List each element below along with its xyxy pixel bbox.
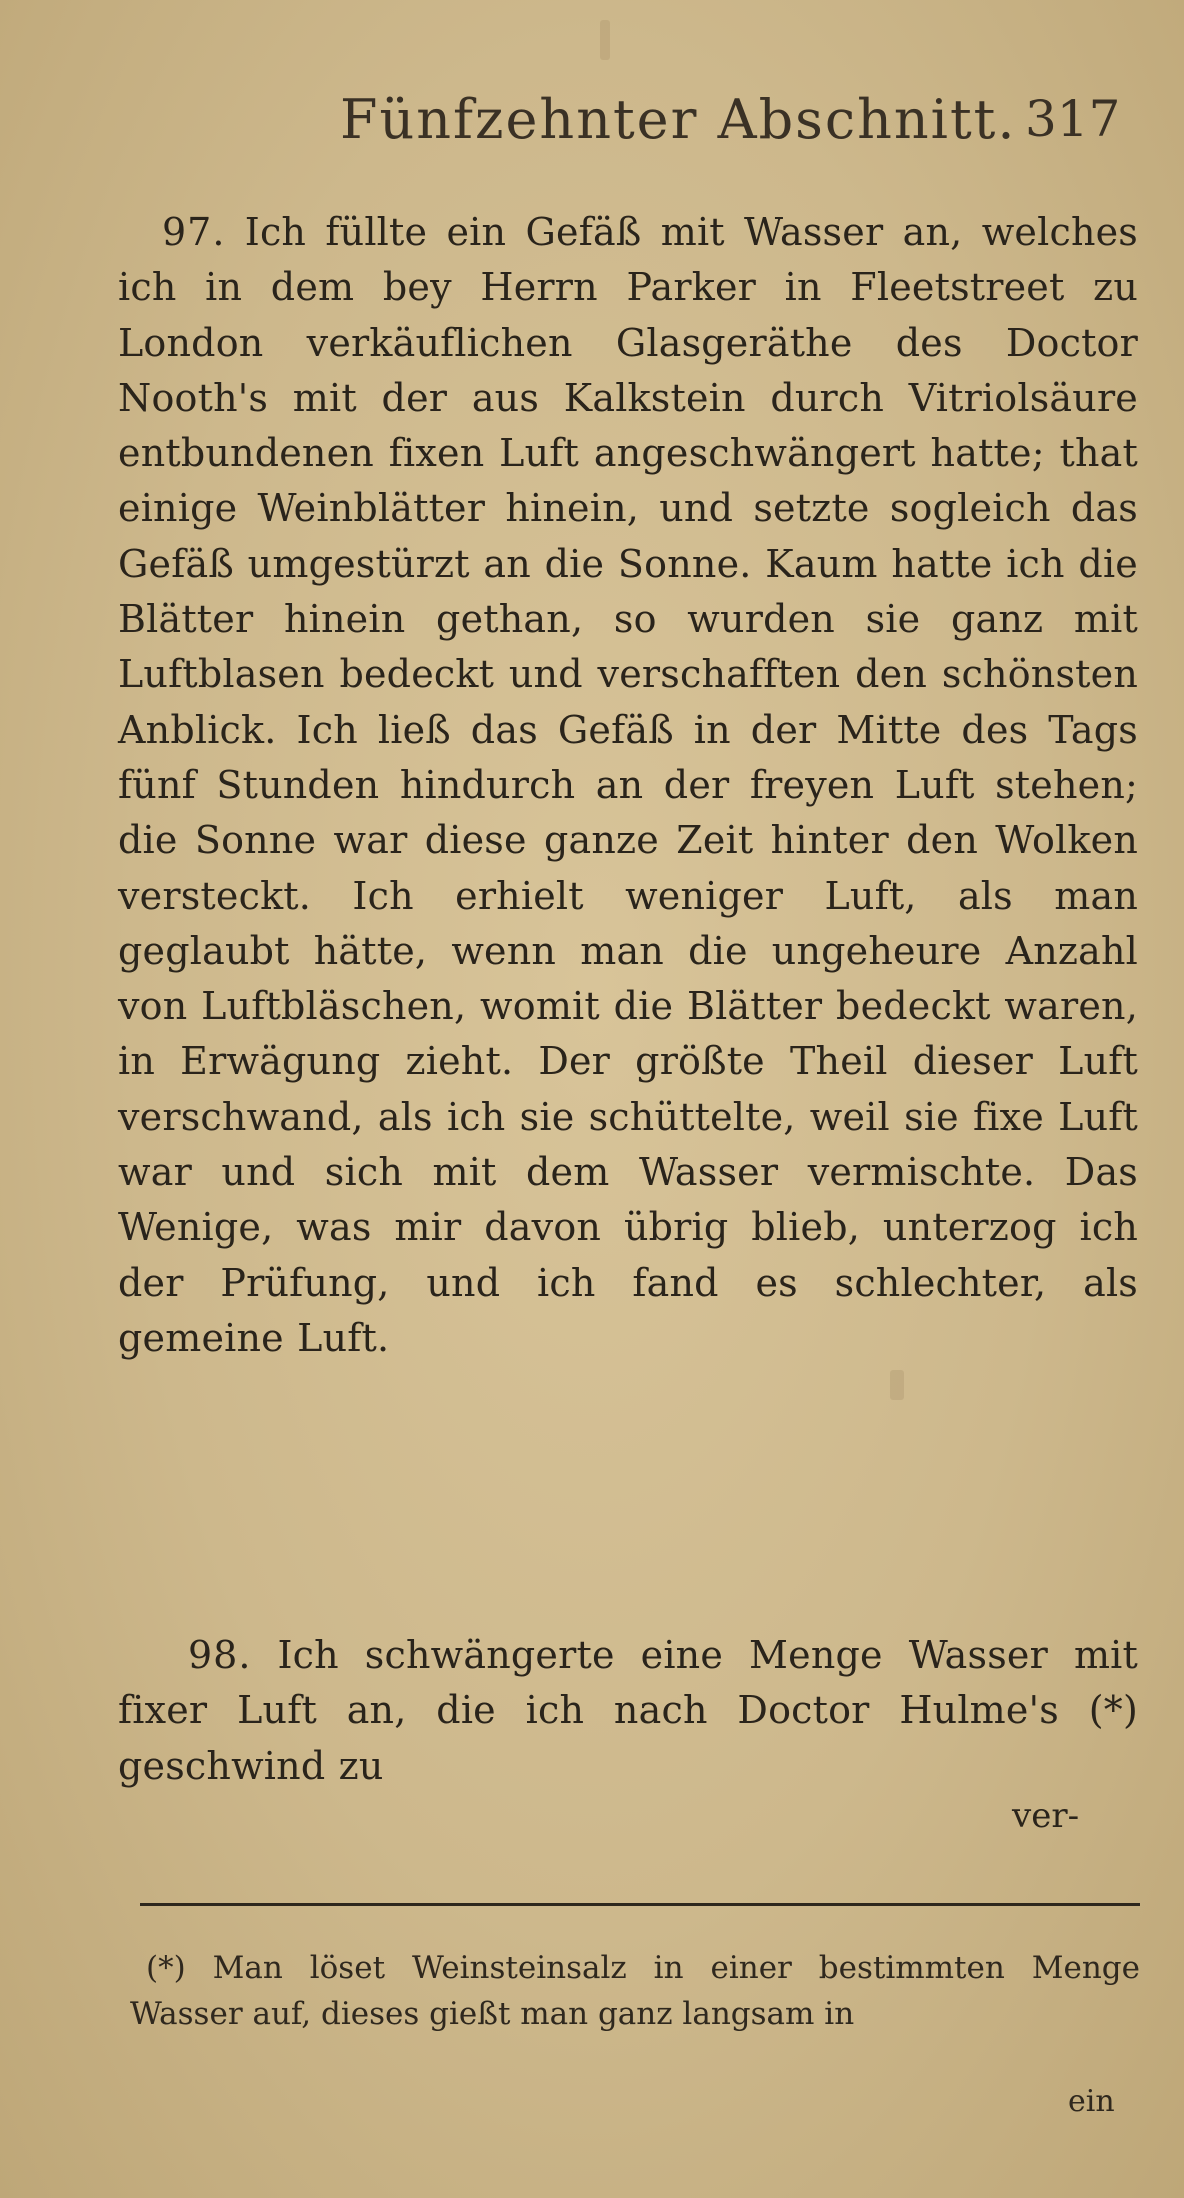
- paper-stain: [890, 1370, 904, 1400]
- footnote-catchword: ein: [1068, 2084, 1115, 2119]
- page-header: [0, 88, 1184, 168]
- catchword: ver-: [1012, 1796, 1080, 1836]
- paragraph-number: 97.: [162, 210, 226, 254]
- paragraph-97: [118, 205, 1138, 1366]
- footnote-divider: [140, 1903, 1140, 1906]
- paragraph: [118, 205, 1138, 1366]
- running-title: Fünfzehnter Abschnitt.: [340, 88, 1017, 151]
- paper-stain: [600, 20, 610, 60]
- page-number: 317: [1025, 90, 1121, 148]
- paragraph-text: Ich füllte ein Gefäß mit Wasser an, welches ich in dem bey Herrn Parker in Fleetstreet zu London verkäuflichen Glasgeräthe des Doctor Nooth's mit der aus Kalkstein durch Vitriolsäure entbundenen fixen Luft angeschwängert hatte; that einige Weinblätter hinein, und setzte sogleich das Gefäß umgestürzt an die Sonne. Kaum hatte ich die Blätter hinein gethan, so wurden sie ganz mit Luftblasen bedeckt und verschafften den schönsten Anblick. Ich ließ das Gefäß in der Mitte des Tags fünf Stunden hindurch an der freyen Luft stehen; die Sonne war diese ganze Zeit hinter den Wolken versteckt. Ich erhielt weniger Luft, als man geglaubt hätte, wenn man die ungeheure Anzahl von Luftbläschen, womit die Blätter bedeckt waren, in Erwägung zieht. Der größte Theil dieser Luft verschwand, als ich sie schüttelte, weil sie fixe Luft war und sich mit dem Wasser vermischte. Das Wenige, was mir davon übrig blieb, unterzog ich der Prüfung, und ich fand es schlechter, als gemeine Luft.: [118, 210, 1139, 1360]
- paragraph: [118, 1628, 1138, 1794]
- paragraph-number: 98.: [188, 1633, 252, 1677]
- paragraph-text: Ich schwängerte eine Menge Wasser mit fixer Luft an, die ich nach Doctor Hulme's (*) geschwind zu: [118, 1633, 1139, 1788]
- paragraph-98: [118, 1628, 1138, 1794]
- footnote: [130, 1945, 1140, 2037]
- footnote-text: (*) Man löset Weinsteinsalz in einer bestimmten Menge Wasser auf, dieses gießt man ganz langsam in: [130, 1950, 1140, 2032]
